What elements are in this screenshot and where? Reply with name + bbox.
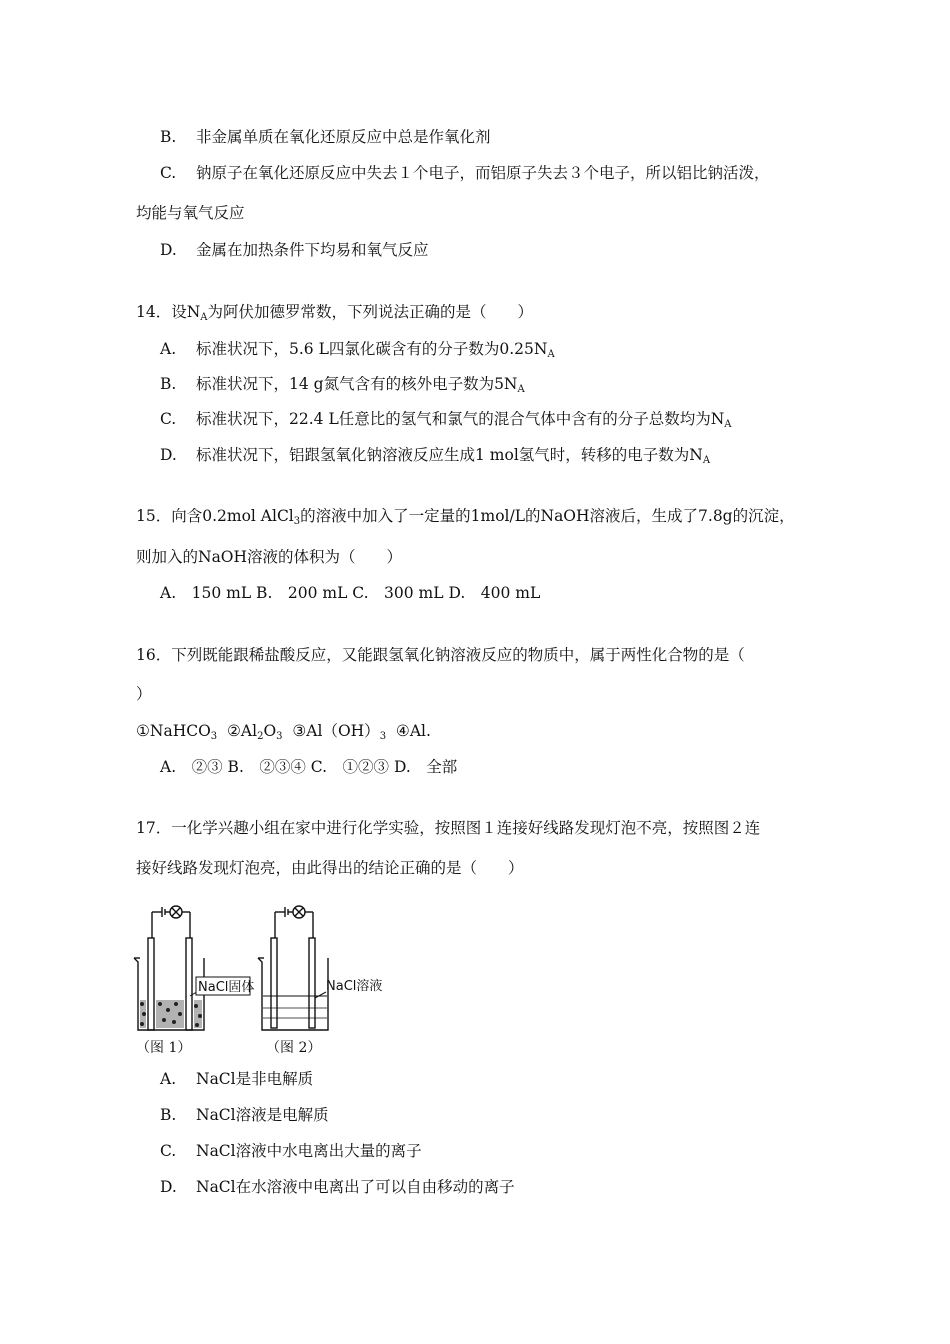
option-text: 钠原子在氧化还原反应中失去１个电子，而铝原子失去３个电子，所以铝比钠活泼，	[196, 164, 770, 182]
substance-2: ②Al	[227, 722, 258, 740]
fig2-label: NaCl溶液	[326, 979, 383, 994]
figure-2-apparatus	[258, 906, 328, 1030]
subscript: 2	[257, 731, 264, 742]
q17-option-b	[160, 1105, 329, 1125]
option-key: B.	[160, 1106, 177, 1124]
option-text: 标准状况下，22.4 L任意比的氢气和氯气的混合气体中含有的分子总数均为N	[196, 410, 725, 428]
subscript: A	[517, 384, 525, 395]
option-key: D.	[160, 446, 177, 464]
substance-1: ①NaHCO	[136, 722, 211, 740]
substance-2-mid: O	[263, 722, 277, 740]
option-key: C.	[160, 1142, 177, 1160]
q17-option-a	[160, 1069, 313, 1089]
q14-option-b	[160, 374, 525, 400]
option-key: C.	[160, 164, 177, 182]
circuit-diagram	[130, 896, 400, 1066]
subscript: A	[702, 455, 711, 466]
conductivity-experiment-figure	[130, 896, 400, 1066]
option-text: NaCl在水溶液中电离出了可以自由移动的离子	[196, 1178, 515, 1196]
option-text: NaCl溶液是电解质	[196, 1106, 329, 1124]
q17-stem-line1: 17．一化学兴趣小组在家中进行化学实验，按照图１连接好线路发现灯泡不亮，按照图２连	[136, 819, 761, 837]
subscript: A	[547, 349, 555, 360]
option-text: 标准状况下，14 g氮气含有的核外电子数为5N	[196, 375, 518, 393]
q13-option-b	[160, 127, 491, 147]
q15-stem-line2: 则加入的NaOH溶液的体积为（ ）	[136, 548, 403, 566]
substance-3: ③Al（OH）	[292, 722, 380, 740]
fig1-caption: （图 1）	[136, 1040, 192, 1056]
q13-option-d	[160, 240, 429, 260]
option-text: 金属在加热条件下均易和氧气反应	[196, 241, 429, 259]
option-key: A.	[160, 340, 177, 358]
option-key: A.	[160, 1070, 177, 1088]
subscript: 3	[210, 731, 218, 742]
q15-options: A. 150 mL B. 200 mL C. 300 mL D. 400 mL	[160, 584, 541, 602]
q17-option-c	[160, 1141, 422, 1161]
q17-option-d	[160, 1177, 515, 1197]
stem-text: 的溶液中加入了一定量的1mol/L的NaOH溶液后，生成了7.8g的沉淀，	[300, 507, 795, 525]
stem-text: 为阿伏加德罗常数，下列说法正确的是（ ）	[207, 303, 534, 321]
option-key: C.	[160, 410, 177, 428]
q13-option-c-continuation: 均能与氧气反应	[136, 204, 245, 222]
option-text: NaCl是非电解质	[196, 1070, 314, 1088]
stem-text: 14．设N	[136, 303, 201, 321]
q16-stem-line1: 16．下列既能跟稀盐酸反应，又能跟氢氧化钠溶液反应的物质中，属于两性化合物的是（	[136, 646, 745, 664]
option-text: 标准状况下，5.6 L四氯化碳含有的分子数为0.25N	[196, 340, 548, 358]
q15-stem-line1	[136, 506, 795, 532]
option-text: 非金属单质在氧化还原反应中总是作氧化剂	[196, 128, 491, 146]
q17-stem-line2: 接好线路发现灯泡亮，由此得出的结论正确的是（ ）	[136, 859, 524, 877]
option-text: NaCl溶液中水电离出大量的离子	[196, 1142, 422, 1160]
stem-text: 15．向含0.2mol AlCl	[136, 507, 294, 525]
q14-option-c	[160, 409, 732, 435]
fig2-caption: （图 2）	[266, 1040, 322, 1056]
subscript: 3	[276, 731, 283, 742]
option-key: B.	[160, 128, 177, 146]
option-key: D.	[160, 1178, 177, 1196]
subscript: 3	[293, 516, 301, 527]
substance-4: ④Al.	[395, 722, 431, 740]
q16-substances	[136, 721, 431, 747]
q14-option-d	[160, 445, 710, 471]
subscript: 3	[379, 731, 387, 742]
fig1-label: NaCl固体	[198, 980, 255, 995]
q16-stem-line2: ）	[136, 685, 152, 703]
q16-options: A. ②③ B. ②③④ C. ①②③ D. 全部	[160, 758, 458, 776]
q14-option-a	[160, 339, 555, 365]
option-text: 标准状况下，铝跟氢氧化钠溶液反应生成1 mol氢气时，转移的电子数为N	[196, 446, 703, 464]
subscript: A	[200, 312, 208, 323]
q14-stem	[136, 302, 533, 328]
subscript: A	[724, 419, 732, 430]
option-key: B.	[160, 375, 177, 393]
option-key: D.	[160, 241, 177, 259]
q13-option-c	[160, 163, 770, 183]
